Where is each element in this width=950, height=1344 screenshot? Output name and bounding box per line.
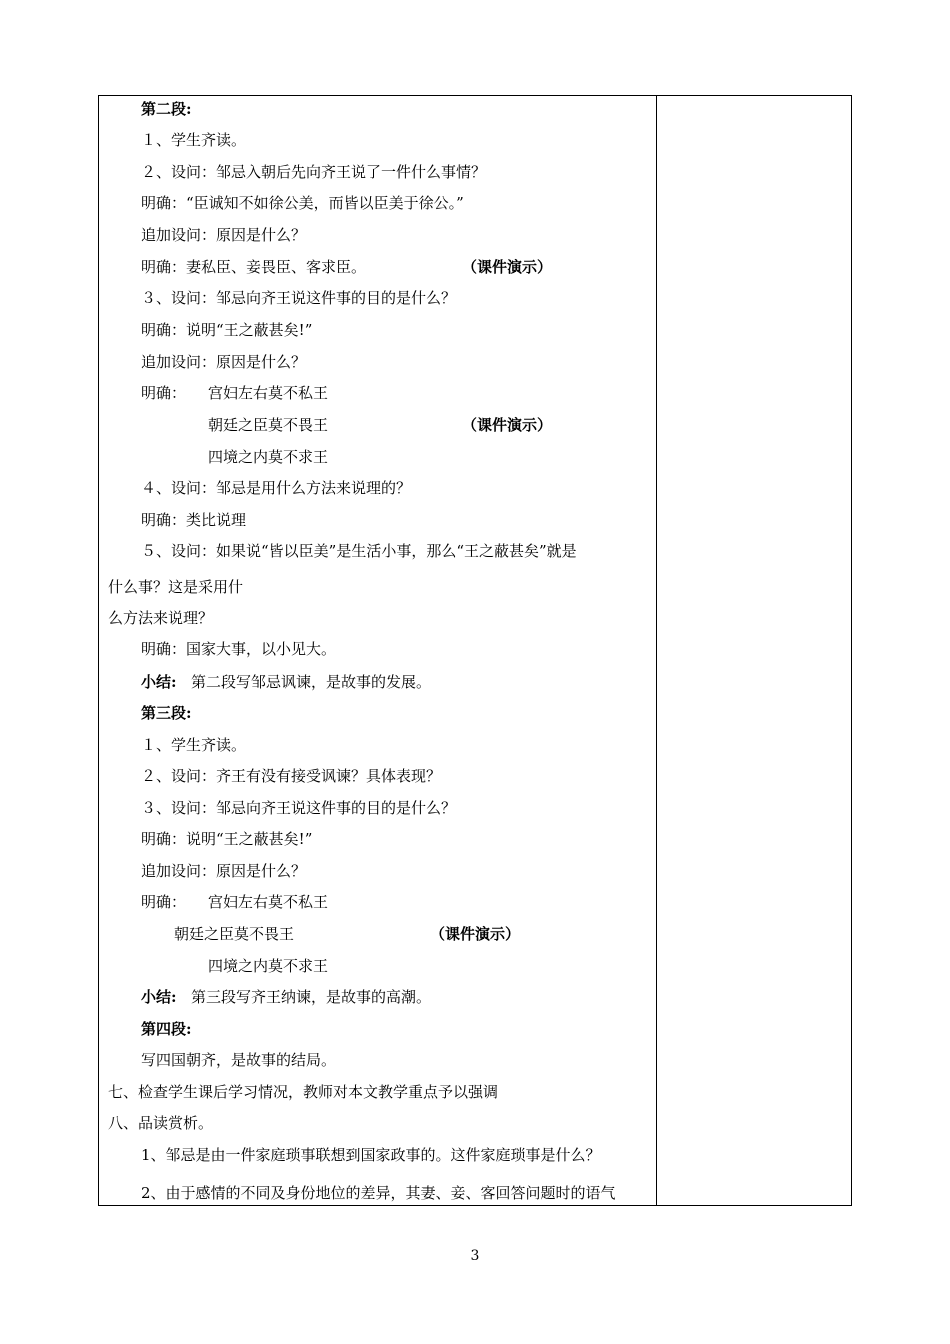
text-line: 明确：类比说理 (141, 511, 247, 529)
indented-line: 朝廷之臣莫不畏王 (208, 416, 329, 434)
text-line: ２、设问：齐王有没有接受讽谏？具体表现？ (141, 767, 442, 785)
text-line: １、学生齐读。 (141, 736, 247, 754)
text-line: 明确：说明“王之蔽甚矣!” (141, 321, 313, 339)
text-line: 么方法来说理？ (108, 609, 214, 627)
text-line: 1、邹忌是由一件家庭琐事联想到国家政事的。这件家庭琐事是什么？ (141, 1146, 601, 1164)
courseware-tag: （课件演示） (462, 416, 553, 434)
text-line: １、学生齐读。 (141, 131, 247, 149)
text-line: 明确：妻私臣、妾畏臣、客求臣。 (141, 258, 367, 276)
text-line: 追加设问：原因是什么？ (141, 353, 307, 371)
text-line: 2、由于感情的不同及身份地位的差异，其妻、妾、客回答问题时的语气 (141, 1184, 616, 1202)
text-line: 什么事？这是采用什 (108, 578, 244, 596)
summary-text: 第三段写齐王纳谏，是故事的高潮。 (191, 988, 432, 1006)
text-line: 七、检查学生课后学习情况，教师对本文教学重点予以强调 (108, 1083, 499, 1101)
text-line: ５、设问：如果说“皆以臣美”是生活小事，那么“王之蔽甚矣”就是 (141, 542, 577, 560)
summary-text: 第二段写邹忌讽谏，是故事的发展。 (191, 673, 432, 691)
indented-line: 宫妇左右莫不私王 (208, 893, 329, 911)
courseware-tag: （课件演示） (430, 925, 521, 943)
section-heading: 第二段: (141, 100, 192, 118)
column-divider (656, 96, 657, 1205)
text-line: 明确： (141, 384, 187, 402)
indented-line: 四境之内莫不求王 (208, 957, 329, 975)
text-line: ３、设问：邹忌向齐王说这件事的目的是什么？ (141, 799, 457, 817)
text-line: 写四国朝齐，是故事的结局。 (141, 1051, 337, 1069)
section-heading: 第三段: (141, 704, 192, 722)
indented-line: 宫妇左右莫不私王 (208, 384, 329, 402)
courseware-tag: （课件演示） (462, 258, 553, 276)
text-line: 明确： (141, 893, 187, 911)
section-heading: 第四段: (141, 1020, 192, 1038)
text-line: 明确：说明“王之蔽甚矣!” (141, 830, 313, 848)
summary-label: 小结: (141, 988, 177, 1006)
text-line: 八、品读赏析。 (108, 1114, 214, 1132)
text-line: 明确：“臣诚知不如徐公美，而皆以臣美于徐公。” (141, 194, 464, 212)
text-line: 追加设问：原因是什么？ (141, 226, 307, 244)
text-line: ４、设问：邹忌是用什么方法来说理的？ (141, 479, 412, 497)
text-line: ３、设问：邹忌向齐王说这件事的目的是什么？ (141, 289, 457, 307)
indented-line: 四境之内莫不求王 (208, 448, 329, 466)
page-number: 3 (470, 1248, 480, 1264)
indented-line: 朝廷之臣莫不畏王 (174, 925, 295, 943)
text-line: 追加设问：原因是什么？ (141, 862, 307, 880)
text-line: ２、设问：邹忌入朝后先向齐王说了一件什么事情？ (141, 163, 487, 181)
summary-label: 小结: (141, 673, 177, 691)
text-line: 明确：国家大事，以小见大。 (141, 640, 337, 658)
